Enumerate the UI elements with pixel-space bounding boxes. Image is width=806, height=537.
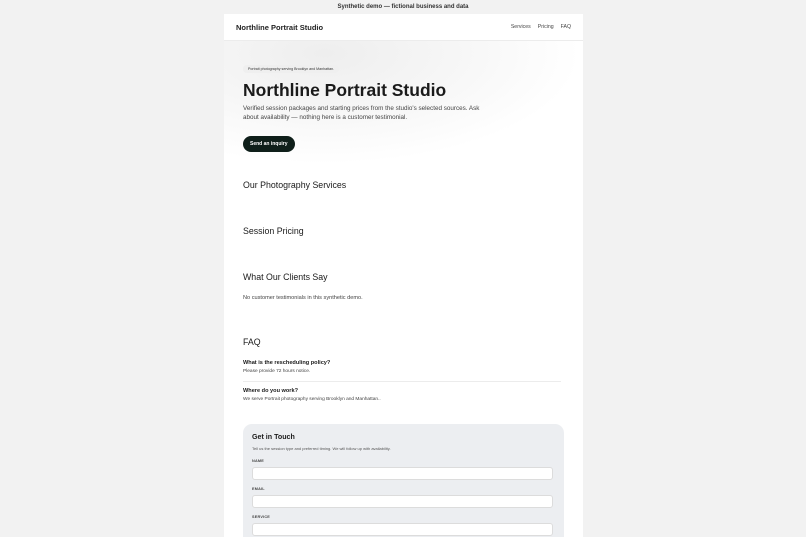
demo-banner: Synthetic demo — fictional business and data xyxy=(0,0,806,14)
hero-tag: Portrait photography serving Brooklyn and Manhattan. xyxy=(243,65,339,73)
nav-link-pricing[interactable]: Pricing xyxy=(537,24,554,30)
contact-title: Get in Touch xyxy=(252,433,295,441)
faq-divider xyxy=(243,381,561,382)
faq-answer: We serve Portrait photography serving Brooklyn and Manhattan.. xyxy=(243,397,381,402)
brand-link[interactable]: Northline Portrait Studio xyxy=(236,22,324,32)
testimonials-note: No customer testimonials in this synthetic demo. xyxy=(243,295,363,301)
faq-question: What is the rescheduling policy? xyxy=(243,360,331,366)
faq-heading: FAQ xyxy=(243,337,261,347)
send-inquiry-button[interactable]: Send an inquiry xyxy=(243,136,295,152)
nav-link-services[interactable]: Services xyxy=(510,24,531,30)
pricing-heading: Session Pricing xyxy=(243,226,304,236)
faq-question: Where do you work? xyxy=(243,388,299,394)
services-heading: Our Photography Services xyxy=(243,180,347,190)
nav-links xyxy=(511,24,571,30)
faq-answer: Please provide 72 hours notice. xyxy=(243,369,311,374)
nav-link-faq[interactable]: FAQ xyxy=(560,24,571,30)
hero-title: Northline Portrait Studio xyxy=(243,80,447,100)
email-label: EMAIL xyxy=(252,487,265,491)
hero-subtitle: Verified session packages and starting prices from the studio's selected sources. Ask about availability — nothing here is a customer testimonial. xyxy=(243,105,480,122)
testimonials-heading: What Our Clients Say xyxy=(243,272,328,282)
page-container xyxy=(224,14,583,537)
top-nav xyxy=(224,14,583,41)
name-label: NAME xyxy=(252,459,264,463)
hero-section xyxy=(224,41,583,165)
contact-form-card xyxy=(243,424,564,537)
service-label: SERVICE xyxy=(252,515,271,519)
service-field[interactable] xyxy=(252,523,553,536)
contact-description: Tell us the session type and preferred timing. We will follow up with availability. xyxy=(252,446,391,451)
email-field[interactable] xyxy=(252,495,553,508)
name-field[interactable] xyxy=(252,467,553,480)
